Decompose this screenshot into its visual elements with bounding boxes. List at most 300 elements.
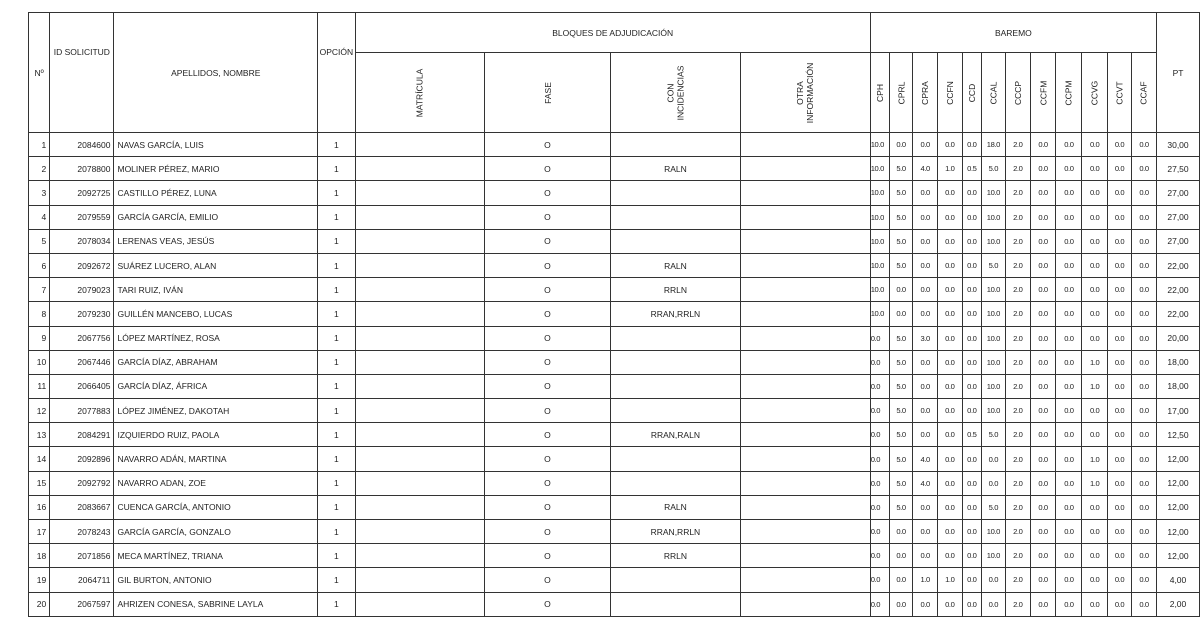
baremo-cell: 2.0 [1005, 447, 1030, 471]
row-number: 19 [29, 568, 50, 592]
id-solicitud-cell: 2079230 [50, 302, 114, 326]
id-solicitud-cell: 2067446 [50, 350, 114, 374]
baremo-cell: 0.0 [962, 447, 981, 471]
matricula-cell [355, 253, 484, 277]
incidencias-cell [611, 133, 741, 157]
baremo-cell: 0.0 [937, 253, 962, 277]
baremo-cell: 0.0 [1132, 592, 1157, 616]
baremo-cell: 1.0 [1082, 447, 1108, 471]
col-header-otra-informacion [740, 53, 870, 133]
col-header-ccfm [1030, 53, 1056, 133]
baremo-cell: 0.0 [1030, 520, 1056, 544]
baremo-cell: 0.0 [1132, 350, 1157, 374]
pt-cell: 27,00 [1157, 205, 1200, 229]
baremo-cell: 1.0 [937, 157, 962, 181]
baremo-cell: 0.0 [1132, 133, 1157, 157]
row-number: 15 [29, 471, 50, 495]
baremo-cell: 5.0 [889, 447, 913, 471]
baremo-cell: 0.0 [870, 495, 889, 519]
opcion-cell: 1 [318, 544, 356, 568]
adjudication-table [28, 12, 1200, 617]
baremo-cell: 5.0 [889, 399, 913, 423]
baremo-cell: 2.0 [1005, 133, 1030, 157]
fase-cell: O [484, 278, 610, 302]
baremo-cell: 10.0 [982, 278, 1006, 302]
incidencias-cell [611, 447, 741, 471]
row-number: 9 [29, 326, 50, 350]
incidencias-cell [611, 326, 741, 350]
pt-cell: 12,50 [1157, 423, 1200, 447]
baremo-cell: 0.5 [962, 423, 981, 447]
baremo-cell: 0.0 [870, 568, 889, 592]
table-row [29, 447, 1200, 471]
row-number: 7 [29, 278, 50, 302]
otra-informacion-cell [740, 157, 870, 181]
baremo-cell: 2.0 [1005, 302, 1030, 326]
row-number: 12 [29, 399, 50, 423]
baremo-cell: 0.0 [1132, 326, 1157, 350]
otra-informacion-label: OTRA INFORMACIÓN [795, 62, 816, 123]
col-header-matricula [355, 53, 484, 133]
baremo-cell: 0.0 [982, 592, 1006, 616]
table-row [29, 133, 1200, 157]
baremo-cell: 0.0 [1132, 399, 1157, 423]
baremo-cell: 0.0 [1030, 205, 1056, 229]
baremo-cell: 5.0 [889, 326, 913, 350]
matricula-cell [355, 471, 484, 495]
baremo-cell: 0.0 [1082, 326, 1108, 350]
incidencias-cell [611, 374, 741, 398]
id-solicitud-cell: 2092672 [50, 253, 114, 277]
baremo-cell: 0.0 [1056, 302, 1082, 326]
baremo-cell: 0.0 [1030, 495, 1056, 519]
baremo-cell: 0.0 [962, 205, 981, 229]
baremo-cell: 0.0 [870, 592, 889, 616]
name-cell: LÓPEZ JIMÉNEZ, DAKOTAH [114, 399, 318, 423]
table-row [29, 399, 1200, 423]
matricula-cell [355, 568, 484, 592]
baremo-cell: 0.0 [1030, 181, 1056, 205]
baremo-cell: 0.5 [962, 157, 981, 181]
baremo-cell: 0.0 [962, 253, 981, 277]
incidencias-cell: RALN [611, 495, 741, 519]
matricula-cell [355, 181, 484, 205]
row-number: 1 [29, 133, 50, 157]
baremo-cell: 0.0 [870, 374, 889, 398]
baremo-cell: 0.0 [913, 374, 938, 398]
baremo-cell: 5.0 [889, 471, 913, 495]
baremo-cell: 0.0 [1082, 495, 1108, 519]
otra-informacion-cell [740, 278, 870, 302]
baremo-cell: 0.0 [1132, 302, 1157, 326]
baremo-cell: 0.0 [1132, 544, 1157, 568]
otra-informacion-cell [740, 133, 870, 157]
baremo-cell: 0.0 [1056, 592, 1082, 616]
baremo-cell: 1.0 [937, 568, 962, 592]
baremo-cell: 0.0 [913, 181, 938, 205]
baremo-cell: 0.0 [1132, 157, 1157, 181]
baremo-cell: 0.0 [1082, 568, 1108, 592]
baremo-cell: 2.0 [1005, 592, 1030, 616]
baremo-cell: 0.0 [1082, 205, 1108, 229]
baremo-col-label: CCVG [1089, 80, 1100, 105]
baremo-cell: 0.0 [1107, 205, 1131, 229]
name-cell: CASTILLO PÉREZ, LUNA [114, 181, 318, 205]
baremo-cell: 4.0 [913, 471, 938, 495]
baremo-cell: 0.0 [1056, 544, 1082, 568]
col-header-ccfn [937, 53, 962, 133]
baremo-cell: 0.0 [1107, 253, 1131, 277]
baremo-cell: 0.0 [1082, 253, 1108, 277]
col-header-cccp [1005, 53, 1030, 133]
fase-cell: O [484, 229, 610, 253]
incidencias-cell [611, 350, 741, 374]
baremo-cell: 0.0 [937, 302, 962, 326]
table-row [29, 302, 1200, 326]
pt-cell: 4,00 [1157, 568, 1200, 592]
name-cell: GARCÍA GARCÍA, EMILIO [114, 205, 318, 229]
baremo-cell: 0.0 [1082, 399, 1108, 423]
baremo-cell: 0.0 [1056, 495, 1082, 519]
baremo-cell: 4.0 [913, 157, 938, 181]
baremo-cell: 10.0 [982, 205, 1006, 229]
row-number: 18 [29, 544, 50, 568]
baremo-cell: 0.0 [962, 374, 981, 398]
fase-cell: O [484, 133, 610, 157]
baremo-cell: 0.0 [889, 302, 913, 326]
baremo-cell: 2.0 [1005, 520, 1030, 544]
name-cell: GARCÍA DÍAZ, ÁFRICA [114, 374, 318, 398]
pt-cell: 17,00 [1157, 399, 1200, 423]
row-number: 5 [29, 229, 50, 253]
fase-cell: O [484, 568, 610, 592]
row-number: 8 [29, 302, 50, 326]
baremo-cell: 0.0 [913, 520, 938, 544]
name-cell: LÓPEZ MARTÍNEZ, ROSA [114, 326, 318, 350]
matricula-cell [355, 423, 484, 447]
baremo-cell: 0.0 [1107, 157, 1131, 181]
baremo-cell: 5.0 [982, 495, 1006, 519]
baremo-cell: 0.0 [913, 399, 938, 423]
baremo-cell: 10.0 [982, 326, 1006, 350]
otra-informacion-cell [740, 181, 870, 205]
otra-informacion-cell [740, 568, 870, 592]
baremo-cell: 0.0 [1107, 495, 1131, 519]
baremo-cell: 0.0 [1056, 374, 1082, 398]
row-number: 2 [29, 157, 50, 181]
baremo-cell: 0.0 [1107, 423, 1131, 447]
row-number: 10 [29, 350, 50, 374]
baremo-cell: 2.0 [1005, 399, 1030, 423]
col-header-opcion: OPCIÓN [318, 13, 356, 133]
baremo-cell: 0.0 [982, 568, 1006, 592]
pt-cell: 18,00 [1157, 374, 1200, 398]
id-solicitud-cell: 2066405 [50, 374, 114, 398]
baremo-cell: 0.0 [1132, 229, 1157, 253]
matricula-cell [355, 592, 484, 616]
baremo-cell: 0.0 [1107, 374, 1131, 398]
opcion-cell: 1 [318, 205, 356, 229]
baremo-cell: 0.0 [1056, 157, 1082, 181]
baremo-cell: 2.0 [1005, 181, 1030, 205]
baremo-cell: 0.0 [937, 350, 962, 374]
pt-cell: 2,00 [1157, 592, 1200, 616]
fase-cell: O [484, 205, 610, 229]
incidencias-cell [611, 568, 741, 592]
baremo-cell: 5.0 [889, 253, 913, 277]
row-number: 11 [29, 374, 50, 398]
opcion-cell: 1 [318, 326, 356, 350]
matricula-cell [355, 520, 484, 544]
baremo-cell: 10.0 [982, 399, 1006, 423]
baremo-cell: 0.0 [1132, 520, 1157, 544]
col-header-id-solicitud: ID SOLICITUD [50, 13, 114, 133]
baremo-cell: 0.0 [1056, 471, 1082, 495]
pt-cell: 27,50 [1157, 157, 1200, 181]
matricula-cell [355, 399, 484, 423]
baremo-cell: 10.0 [870, 181, 889, 205]
baremo-col-label: CCFN [944, 80, 955, 105]
opcion-cell: 1 [318, 133, 356, 157]
fase-cell: O [484, 495, 610, 519]
baremo-cell: 0.0 [937, 278, 962, 302]
opcion-cell: 1 [318, 181, 356, 205]
incidencias-cell: RRLN [611, 544, 741, 568]
baremo-cell: 0.0 [1056, 253, 1082, 277]
adjudication-sheet [28, 12, 1200, 617]
baremo-cell: 0.0 [1056, 423, 1082, 447]
baremo-cell: 0.0 [1132, 278, 1157, 302]
fase-cell: O [484, 253, 610, 277]
baremo-cell: 0.0 [913, 278, 938, 302]
baremo-cell: 0.0 [982, 471, 1006, 495]
baremo-cell: 0.0 [1056, 133, 1082, 157]
baremo-cell: 0.0 [1082, 133, 1108, 157]
matricula-cell [355, 447, 484, 471]
name-cell: AHRIZEN CONESA, SABRINE LAYLA [114, 592, 318, 616]
name-cell: TARI RUIZ, IVÁN [114, 278, 318, 302]
con-incidencias-label: CON INCIDENCIAS [665, 65, 686, 120]
opcion-cell: 1 [318, 592, 356, 616]
baremo-col-label: CCVT [1114, 80, 1125, 105]
pt-cell: 27,00 [1157, 181, 1200, 205]
name-cell: GUILLÉN MANCEBO, LUCAS [114, 302, 318, 326]
baremo-cell: 10.0 [982, 181, 1006, 205]
baremo-cell: 0.0 [889, 520, 913, 544]
baremo-cell: 0.0 [1107, 568, 1131, 592]
fase-cell: O [484, 447, 610, 471]
matricula-cell [355, 157, 484, 181]
baremo-cell: 0.0 [913, 592, 938, 616]
matricula-cell [355, 374, 484, 398]
id-solicitud-cell: 2083667 [50, 495, 114, 519]
baremo-cell: 10.0 [870, 205, 889, 229]
table-row [29, 592, 1200, 616]
matricula-cell [355, 278, 484, 302]
otra-informacion-cell [740, 471, 870, 495]
col-header-baremo: BAREMO [870, 13, 1156, 53]
col-header-cpra [913, 53, 938, 133]
id-solicitud-cell: 2079023 [50, 278, 114, 302]
baremo-cell: 0.0 [962, 350, 981, 374]
baremo-cell: 0.0 [1030, 471, 1056, 495]
incidencias-cell: RRAN,RRLN [611, 520, 741, 544]
baremo-cell: 0.0 [982, 447, 1006, 471]
col-header-con-incidencias [611, 53, 741, 133]
table-row [29, 157, 1200, 181]
name-cell: GARCÍA GARCÍA, GONZALO [114, 520, 318, 544]
table-row [29, 471, 1200, 495]
id-solicitud-cell: 2067756 [50, 326, 114, 350]
baremo-cell: 0.0 [1107, 399, 1131, 423]
table-row [29, 423, 1200, 447]
matricula-cell [355, 544, 484, 568]
baremo-cell: 0.0 [937, 520, 962, 544]
pt-cell: 22,00 [1157, 278, 1200, 302]
baremo-cell: 2.0 [1005, 495, 1030, 519]
baremo-cell: 0.0 [1132, 423, 1157, 447]
table-row [29, 544, 1200, 568]
baremo-cell: 0.0 [913, 229, 938, 253]
baremo-cell: 0.0 [1056, 447, 1082, 471]
baremo-cell: 0.0 [962, 568, 981, 592]
baremo-col-label: CCD [966, 83, 977, 102]
pt-cell: 30,00 [1157, 133, 1200, 157]
baremo-cell: 0.0 [1107, 278, 1131, 302]
incidencias-cell [611, 181, 741, 205]
baremo-cell: 0.0 [937, 423, 962, 447]
baremo-cell: 0.0 [1082, 229, 1108, 253]
otra-informacion-cell [740, 544, 870, 568]
opcion-cell: 1 [318, 229, 356, 253]
opcion-cell: 1 [318, 447, 356, 471]
baremo-cell: 5.0 [982, 253, 1006, 277]
table-row [29, 253, 1200, 277]
id-solicitud-cell: 2067597 [50, 592, 114, 616]
baremo-cell: 0.0 [937, 592, 962, 616]
pt-cell: 12,00 [1157, 520, 1200, 544]
baremo-cell: 1.0 [1082, 471, 1108, 495]
opcion-cell: 1 [318, 520, 356, 544]
table-row [29, 495, 1200, 519]
incidencias-cell: RRAN,RRLN [611, 302, 741, 326]
baremo-cell: 5.0 [982, 423, 1006, 447]
baremo-cell: 0.0 [1056, 229, 1082, 253]
name-cell: SUÁREZ LUCERO, ALAN [114, 253, 318, 277]
baremo-cell: 1.0 [1082, 350, 1108, 374]
name-cell: MOLINER PÉREZ, MARIO [114, 157, 318, 181]
baremo-cell: 0.0 [937, 399, 962, 423]
baremo-cell: 0.0 [937, 447, 962, 471]
baremo-cell: 0.0 [937, 205, 962, 229]
opcion-cell: 1 [318, 253, 356, 277]
baremo-cell: 0.0 [1107, 447, 1131, 471]
table-row [29, 568, 1200, 592]
baremo-cell: 0.0 [1030, 350, 1056, 374]
baremo-cell: 0.0 [1082, 157, 1108, 181]
otra-informacion-cell [740, 520, 870, 544]
baremo-cell: 0.0 [962, 326, 981, 350]
baremo-cell: 2.0 [1005, 471, 1030, 495]
baremo-cell: 0.0 [1107, 520, 1131, 544]
col-header-ccd [962, 53, 981, 133]
baremo-cell: 0.0 [1056, 205, 1082, 229]
baremo-cell: 0.0 [870, 326, 889, 350]
baremo-cell: 0.0 [1056, 520, 1082, 544]
baremo-cell: 10.0 [982, 229, 1006, 253]
col-header-fase [484, 53, 610, 133]
baremo-cell: 0.0 [870, 544, 889, 568]
fase-cell: O [484, 181, 610, 205]
baremo-cell: 2.0 [1005, 205, 1030, 229]
baremo-cell: 10.0 [982, 350, 1006, 374]
opcion-cell: 1 [318, 423, 356, 447]
baremo-cell: 0.0 [1132, 205, 1157, 229]
id-solicitud-cell: 2084600 [50, 133, 114, 157]
matricula-cell [355, 302, 484, 326]
col-header-ccvt [1107, 53, 1131, 133]
incidencias-cell: RALN [611, 157, 741, 181]
baremo-cell: 0.0 [962, 520, 981, 544]
baremo-cell: 0.0 [937, 181, 962, 205]
matricula-label: MATRÍCULA [414, 68, 425, 117]
opcion-cell: 1 [318, 495, 356, 519]
otra-informacion-cell [740, 447, 870, 471]
baremo-cell: 0.0 [937, 495, 962, 519]
fase-cell: O [484, 302, 610, 326]
baremo-cell: 0.0 [1030, 326, 1056, 350]
name-cell: GIL BURTON, ANTONIO [114, 568, 318, 592]
baremo-cell: 0.0 [962, 133, 981, 157]
otra-informacion-cell [740, 302, 870, 326]
table-row [29, 326, 1200, 350]
col-header-bloques: BLOQUES DE ADJUDICACIÓN [355, 13, 870, 53]
baremo-cell: 10.0 [870, 253, 889, 277]
baremo-cell: 0.0 [1132, 471, 1157, 495]
baremo-cell: 0.0 [889, 568, 913, 592]
name-cell: NAVARRO ADAN, ZOE [114, 471, 318, 495]
opcion-cell: 1 [318, 568, 356, 592]
baremo-cell: 0.0 [889, 592, 913, 616]
baremo-cell: 0.0 [1082, 181, 1108, 205]
baremo-cell: 5.0 [889, 350, 913, 374]
baremo-cell: 0.0 [962, 471, 981, 495]
baremo-cell: 0.0 [962, 278, 981, 302]
id-solicitud-cell: 2071856 [50, 544, 114, 568]
opcion-cell: 1 [318, 399, 356, 423]
baremo-cell: 0.0 [937, 326, 962, 350]
table-row [29, 181, 1200, 205]
baremo-cell: 0.0 [1030, 423, 1056, 447]
baremo-cell: 0.0 [1132, 495, 1157, 519]
fase-cell: O [484, 520, 610, 544]
name-cell: GARCÍA DÍAZ, ABRAHAM [114, 350, 318, 374]
baremo-cell: 2.0 [1005, 568, 1030, 592]
col-header-cprl [889, 53, 913, 133]
baremo-cell: 0.0 [1107, 326, 1131, 350]
baremo-cell: 5.0 [889, 423, 913, 447]
pt-cell: 12,00 [1157, 495, 1200, 519]
baremo-cell: 10.0 [870, 133, 889, 157]
baremo-cell: 0.0 [1107, 181, 1131, 205]
col-header-ccal [982, 53, 1006, 133]
pt-cell: 12,00 [1157, 471, 1200, 495]
baremo-cell: 0.0 [1107, 133, 1131, 157]
col-header-cph [870, 53, 889, 133]
id-solicitud-cell: 2084291 [50, 423, 114, 447]
baremo-cell: 5.0 [889, 205, 913, 229]
baremo-cell: 0.0 [1030, 544, 1056, 568]
